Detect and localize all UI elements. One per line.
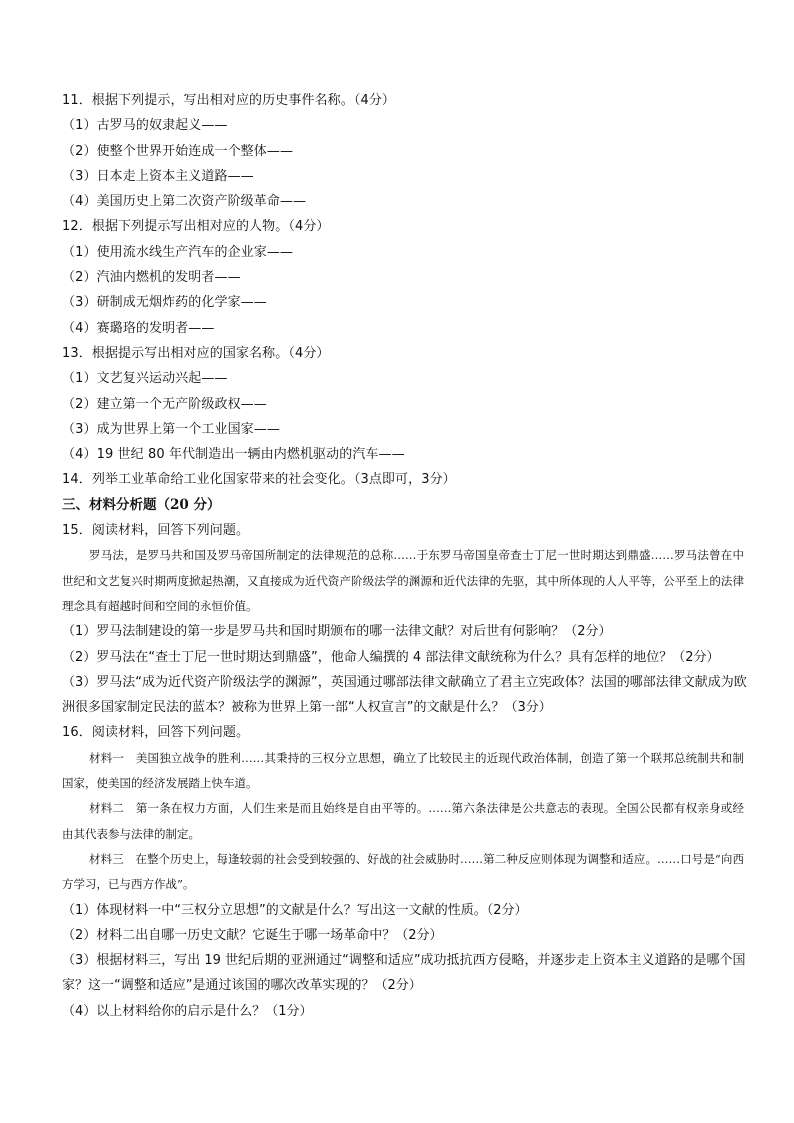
q12-item-2: （2）汽油内燃机的发明者—— (62, 270, 241, 286)
q14-stem: 14．列举工业革命给工业化国家带来的社会变化。（3点即可，3分） (62, 472, 456, 488)
q13-item-3: （3）成为世界上第一个工业国家—— (62, 421, 280, 437)
q15-item-3: （3）罗马法“成为近代资产阶级法学的渊源”，英国通过哪部法律文献确立了君主立宪政体？法国的哪部法律文献成为欧洲很多国家制定民法的蓝本？被称为世界上第一部“人权宣言”的文献是什么？（3分） (62, 674, 747, 716)
q11-stem: 11．根据下列提示，写出相对应的历史事件名称。（4分） (62, 93, 396, 108)
q16-material-3: 材料三 在整个历史上，每逢较弱的社会受到较强的、好战的社会威胁时……第二种反应则体现为调整和适应。……口号是“向西方学习，已与西方作战”。 (62, 851, 744, 892)
q12-item-1: （1）使用流水线生产汽车的企业家—— (62, 244, 294, 260)
q16-item-3: （3）根据材料三，写出 19 世纪后期的亚洲通过“调整和适应”成功抵抗西方侵略，并逐步走上资本主义道路的是哪个国家？这一“调整和适应”是通过该国的哪次改革实现的？（2分） (62, 953, 746, 994)
q12-stem: 12．根据下列提示写出相对应的人物。（4分） (62, 219, 330, 235)
q11-item-2: （2）使整个世界开始连成一个整体—— (62, 143, 294, 159)
q15-material: 罗马法，是罗马共和国及罗马帝国所制定的法律规范的总称……于东罗马帝国皇帝查士丁尼一世时期达到鼎盛……罗马法曾在中世纪和文艺复兴时期两度掀起热潮，又直接成为近代资产阶级法学的渊源和近代法律的先驱，其中所体现的人人平等，公平至上的法律理念具有超越时间和空间的永恒价值。 (62, 548, 744, 613)
q15-item-1: （1）罗马法制建设的第一步是罗马共和国时期颁布的哪一法律文献？对后世有何影响？（2分） (62, 624, 612, 640)
q15-item-2: （2）罗马法在“查士丁尼一世时期达到鼎盛”，他命人编撰的 4 部法律文献统称为什么？具有怎样的地位？（2分） (62, 649, 720, 665)
q13-item-2: （2）建立第一个无产阶级政权—— (62, 396, 267, 412)
q13-item-1: （1）文艺复兴运动兴起—— (62, 371, 228, 387)
q11-item-3: （3）日本走上资本主义道路—— (62, 168, 254, 184)
section-title: 三、材料分析题（20 分） (62, 496, 221, 513)
q16-stem: 16．阅读材料，回答下列问题。 (62, 725, 250, 741)
q16-item-1: （1）体现材料一中“三权分立思想”的文献是什么？写出这一文献的性质。（2分） (62, 902, 528, 918)
exam-page (62, 88, 747, 1024)
q16-item-2: （2）材料二出自哪一历史文献？它诞生于哪一场革命中？（2分） (62, 927, 443, 943)
q16-material-1: 材料一 美国独立战争的胜利……其秉持的三权分立思想，确立了比较民主的近现代政治体制，创造了第一个联邦总统制共和制国家，使美国的经济发展踏上快车道。 (62, 750, 744, 791)
q16-item-4: （4）以上材料给你的启示是什么？（1分） (62, 1003, 313, 1019)
q11-item-4: （4）美国历史上第二次资产阶级革命—— (62, 194, 307, 210)
q12-item-4: （4）赛璐珞的发明者—— (62, 320, 215, 336)
q13-item-4: （4）19 世纪 80 年代制造出一辆由内燃机驱动的汽车—— (62, 447, 405, 463)
q16-material-2: 材料二 第一条在权力方面，人们生来是而且始终是自由平等的。……第六条法律是公共意志的表现。全国公民都有权亲身或经由其代表参与法律的制定。 (62, 801, 744, 841)
q13-stem: 13．根据提示写出相对应的国家名称。（4分） (62, 345, 330, 361)
q15-stem: 15．阅读材料，回答下列问题。 (62, 523, 250, 539)
q11-item-1: （1）古罗马的奴隶起义—— (62, 118, 228, 134)
q12-item-3: （3）研制成无烟炸药的化学家—— (62, 295, 267, 311)
